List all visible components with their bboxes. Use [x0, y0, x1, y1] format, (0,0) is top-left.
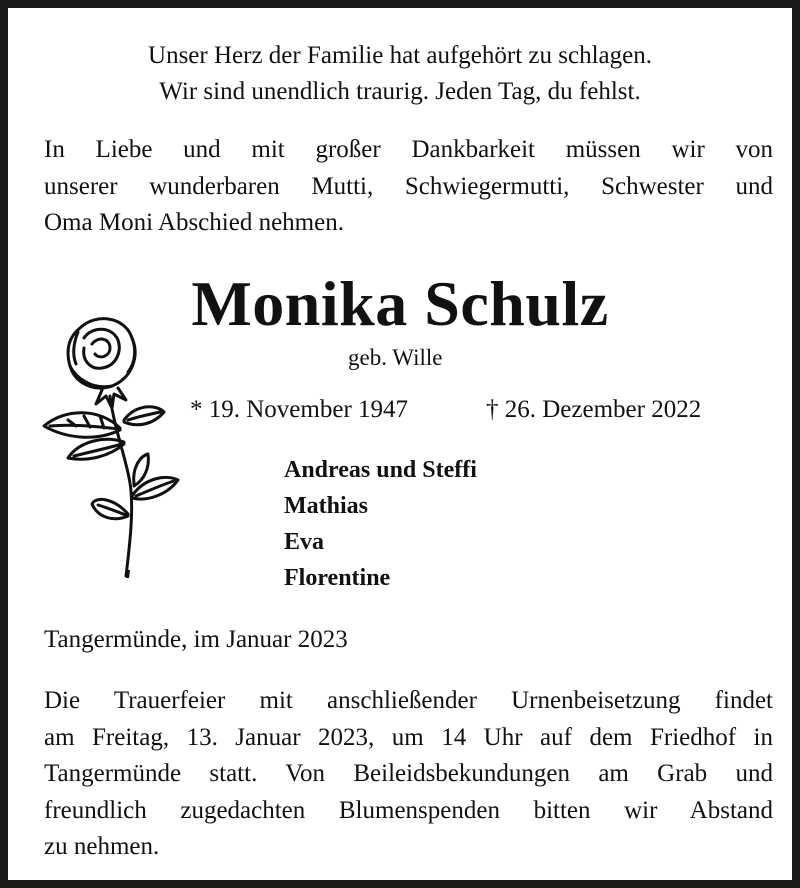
family-member: Andreas und Steffi	[284, 457, 477, 483]
place-date: Tangermünde, im Januar 2023	[44, 626, 348, 653]
verse-line-1: Unser Herz der Familie hat aufgehört zu schlagen.	[148, 42, 652, 69]
family-member: Eva	[284, 529, 325, 555]
maiden-name: geb. Wille	[348, 345, 443, 370]
intro-line: In Liebe und mit großer Dankbarkeit müssen wir von	[44, 136, 773, 163]
family-list	[284, 452, 477, 596]
verse-line-2: Wir sind unendlich traurig. Jeden Tag, du fehlst.	[159, 78, 641, 105]
family-member: Mathias	[284, 493, 368, 519]
rose-icon	[40, 308, 182, 583]
intro-paragraph	[44, 132, 773, 242]
funeral-line: freundlich zugedachten Blumenspenden bitten wir Abstand	[44, 796, 773, 824]
funeral-line: am Freitag, 13. Januar 2023, um 14 Uhr auf dem Friedhof in	[44, 723, 773, 751]
funeral-line: Die Trauerfeier mit anschließender Urnenbeisetzung findet	[44, 687, 773, 714]
intro-line: unserer wunderbaren Mutti, Schwiegermutti, Schwester und	[44, 172, 773, 200]
funeral-paragraph	[44, 683, 773, 866]
family-member: Florentine	[284, 565, 391, 591]
birth-date: * 19. November 1947	[190, 396, 409, 423]
intro-line: Oma Moni Abschied nehmen.	[44, 209, 344, 236]
funeral-line: Tangermünde statt. Von Beileidsbekundungen am Grab und	[44, 760, 773, 787]
funeral-line: zu nehmen.	[44, 833, 160, 860]
deceased-name: Monika Schulz	[191, 268, 609, 339]
death-date: † 26. Dezember 2022	[486, 396, 702, 423]
